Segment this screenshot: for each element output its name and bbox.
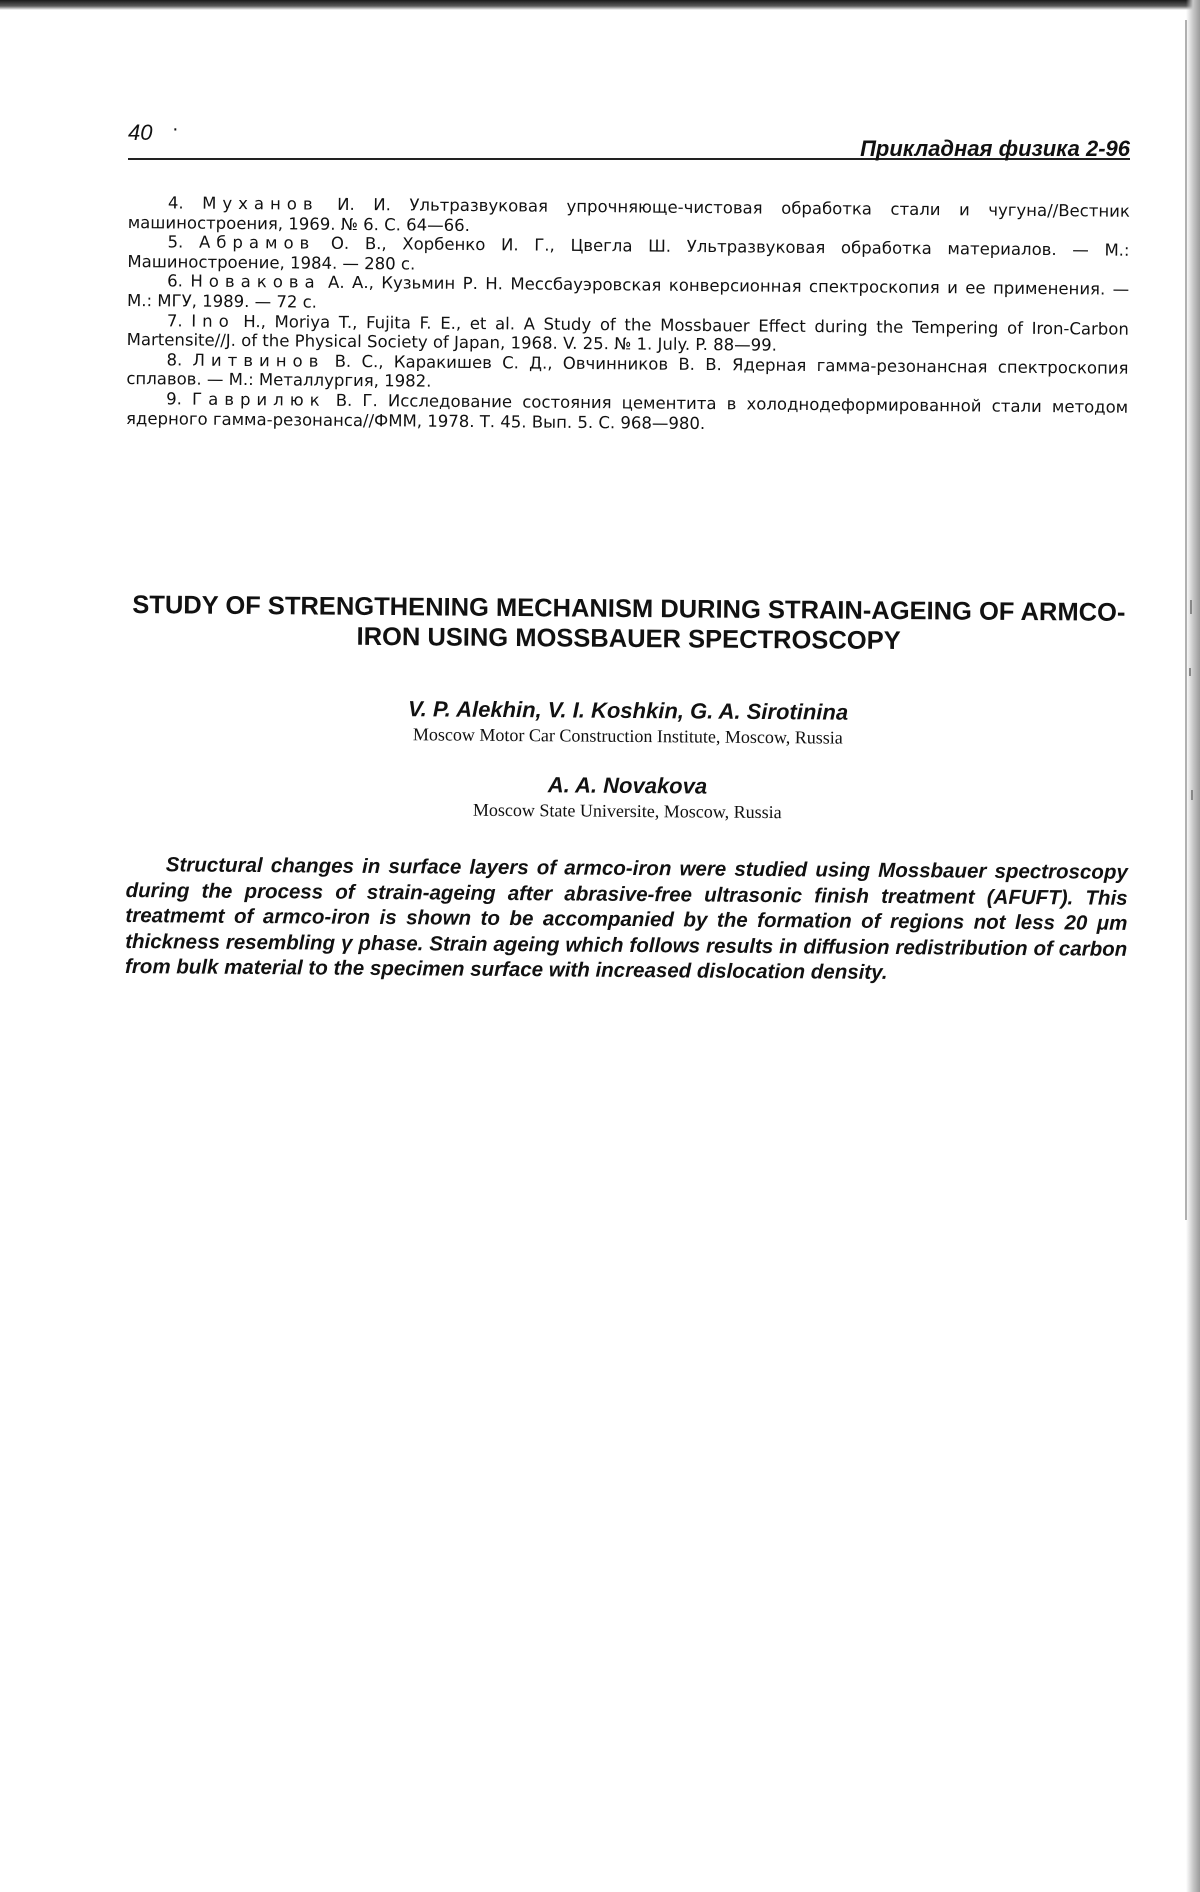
reference-item [126, 389, 1128, 437]
affiliation: Moscow Motor Car Construction Institute, Moscow, Russia [412, 724, 843, 748]
reference-author: Ino [191, 311, 235, 331]
reference-text: И. И. Ультразвуковая упрочняюще-чистовая обработка стали и чугуна//Вестник машиностроения, 1969. № 6. С. 64—66. [127, 194, 1130, 235]
author-list: V. P. Alekhin, V. I. Koshkin, G. A. Sirotinina [407, 696, 849, 725]
reference-number: 7. [166, 310, 183, 331]
article-block [125, 590, 1130, 1008]
page-number: 40 [128, 120, 153, 145]
reference-text: В. С., Каракишев С. Д., Овчинников В. В. Ядерная гамма-резонансная спектроскопия сплавов. — М.: Металлургия, 1982. [126, 351, 1129, 391]
scan-right-edge [1186, 0, 1200, 1892]
article-title: STUDY OF STRENGTHENING MECHANISM DURING STRAIN-AGEING OF ARMCO-IRON USING MOSSBAUER SPECTROSCOPY [132, 591, 1126, 656]
reference-author: Гаврилюк [192, 389, 326, 410]
reference-text: H., Moriya T., Fujita F. E., et al. A Study of the Mossbauer Effect during the Tempering of Iron-Carbon Martensite//J. of the Physical Society of Japan, 1968. V. 25. № 1. July. P. 88—99. [126, 311, 1129, 355]
scan-top-edge [0, 0, 1200, 10]
header-separator: · [172, 118, 179, 140]
reference-text: А. А., Кузьмин Р. Н. Мессбауэровская конверсионная спектроскопия и ее применения. — М.: МГУ, 1989. — 72 с. [126, 273, 1130, 312]
reference-author: Новакова [190, 271, 321, 293]
reference-number: 6. [167, 271, 184, 291]
reference-list [126, 193, 1130, 437]
reference-author: Муханов [202, 193, 319, 214]
journal-title: Прикладная физика 2-96 [860, 136, 1130, 161]
abstract: Structural changes in surface layers of armco-iron were studied using Mossbauer spectroscopy during the process of strain-ageing after abrasive-free ultrasonic finish treatment (AFUFT). This treatmemt of armco-iron is shown to be accompanied by the formation of regions not less 20 μm thickness resembling γ phase. Strain ageing which follows results in diffusion redistribution of carbon from bulk material to the specimen surface with increased dislocation density. [124, 853, 1128, 984]
scan-speck [1190, 600, 1192, 614]
reference-text: О. В., Хорбенко И. Г., Цвегла Ш. Ультразвуковая обработка материалов. — М.: Машиностроение, 1984. — 280 с. [127, 233, 1130, 274]
scan-speck [1189, 668, 1191, 676]
reference-author: Абрамов [198, 232, 316, 253]
reference-number: 5. [167, 232, 184, 252]
author-list: A. A. Novakova [547, 772, 708, 799]
affiliation: Moscow State Universite, Moscow, Russia [472, 799, 782, 823]
scan-page-fold [1185, 20, 1187, 1220]
reference-author: Литвинов [192, 350, 325, 371]
scan-speck [1191, 790, 1193, 800]
reference-number: 8. [166, 350, 183, 370]
reference-text: В. Г. Исследование состояния цементита в холоднодеформированной стали методом ядерного гамма-резонанса//ФММ, 1978. Т. 45. Вып. 5. С. 968—980. [125, 390, 1129, 433]
reference-number: 9. [166, 389, 183, 409]
running-header [128, 118, 1130, 160]
reference-number: 4. [167, 193, 184, 213]
